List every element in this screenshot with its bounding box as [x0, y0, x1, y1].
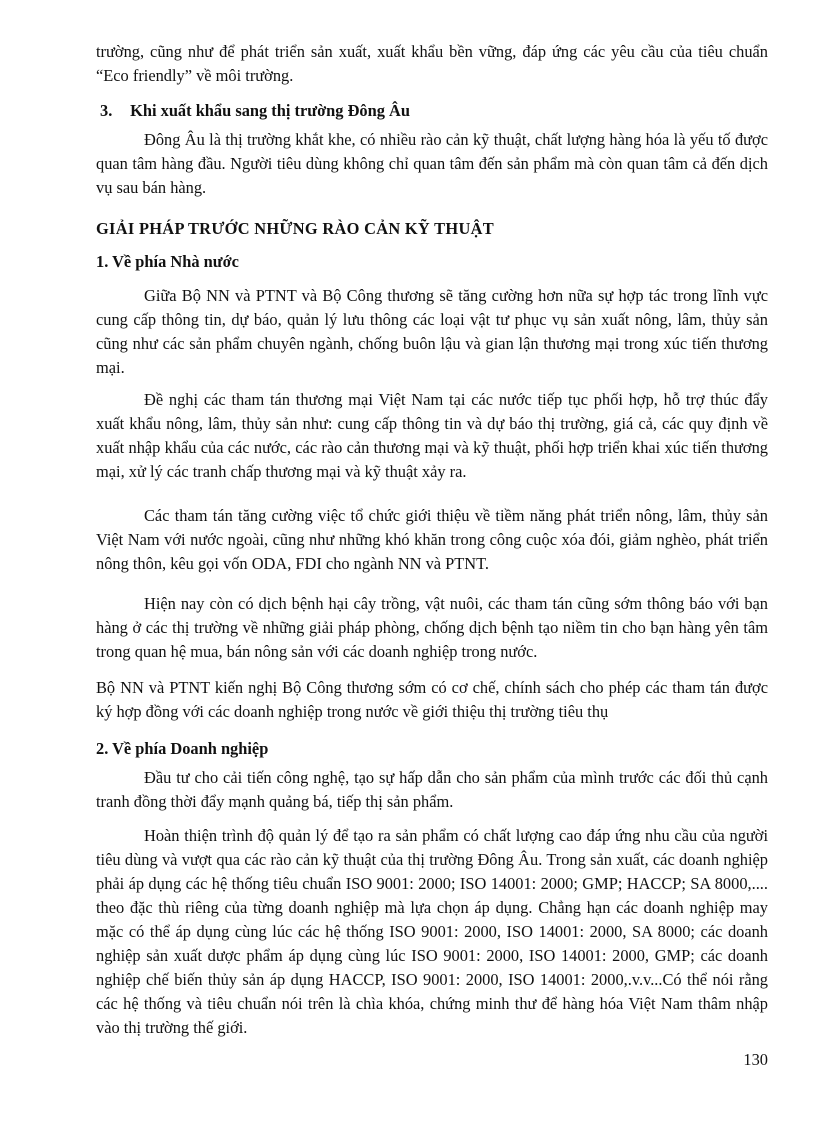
paragraph-potential-introduction: Các tham tán tăng cường việc tổ chức giới thiệu về tiềm năng phát triển nông, lâm, thủy sản Việt Nam với nước ngoài, cũng như những khó khăn trong công cuộc xóa đói, giảm nghèo, phát triển nông thôn, kêu gọi vốn ODA, FDI cho ngành NN và PTNT. — [96, 506, 768, 573]
paragraph-ministry-cooperation: Giữa Bộ NN và PTNT và Bộ Công thương sẽ tăng cường hơn nữa sự hợp tác trong lĩnh vực cung cấp thông tin, dự báo, quản lý lưu thông các loại vật tư phục vụ sản xuất nông, lâm, thủy sản cũng như các sản phẩm chuyên ngành, chống buôn lậu và gian lận thương mại trong xúc tiến thương mại. — [96, 286, 768, 377]
paragraph-intro-continuation: trường, cũng như để phát triển sản xuất, xuất khẩu bền vững, đáp ứng các yêu cầu của tiêu chuẩn “Eco friendly” về môi trường. — [96, 42, 768, 85]
paragraph-management-standards: Hoàn thiện trình độ quản lý để tạo ra sản phẩm có chất lượng cao đáp ứng nhu cầu của người tiêu dùng và vượt qua các rào cản kỹ thuật của thị trường Đông Âu. Trong sản xuất, các doanh nghiệp phải áp dụng các hệ thống tiêu chuẩn ISO 9001: 2000; ISO 14001: 2000; GMP; HACCP; SA 8000,.... theo đặc thù riêng của từng doanh nghiệp mà lựa chọn áp dụng. Chẳng hạn các doanh nghiệp may mặc có thể áp dụng cùng lúc các hệ thống ISO 9001: 2000, ISO 14001: 2000, SA 8000; các doanh nghiệp sản xuất dược phẩm áp dụng cùng lúc ISO 9001: 2000, ISO 14001: 2000, GMP; các doanh nghiệp chế biến thủy sản áp dụng HACCP, ISO 9001: 2000, ISO 14001: 2000,.v.v...Có thể nói rằng các hệ thống và tiêu chuẩn nói trên là chìa khóa, chứng minh thư để hàng hóa Việt Nam thâm nhập vào thị trường thế giới. — [96, 826, 768, 1037]
paragraph-technology-investment: Đầu tư cho cải tiến công nghệ, tạo sự hấp dẫn cho sản phẩm của mình trước các đối thủ cạnh tranh đồng thời đẩy mạnh quảng bá, tiếp thị sản phẩm. — [96, 768, 768, 811]
paragraph-ministry-proposal: Bộ NN và PTNT kiến nghị Bộ Công thương sớm có cơ chế, chính sách cho phép các tham tán được ký hợp đồng với các doanh nghiệp trong nước về giới thiệu thị trường tiêu thụ — [96, 678, 768, 721]
main-heading: GIẢI PHÁP TRƯỚC NHỮNG RÀO CẢN KỸ THUẬT — [96, 219, 494, 238]
section-3-heading — [100, 100, 410, 122]
paragraph-trade-counsellors: Đề nghị các tham tán thương mại Việt Nam tại các nước tiếp tục phối hợp, hỗ trợ thúc đẩy xuất khẩu nông, lâm, thủy sản như: cung cấp thông tin và dự báo thị trường, giá cả, các quy định về xuất nhập khẩu của các nước, các rào cản thương mại và kỹ thuật, phối hợp triển khai xúc tiến thương mại, xử lý các tranh chấp thương mại và kỹ thuật xảy ra. — [96, 390, 768, 481]
paragraph-disease-notice: Hiện nay còn có dịch bệnh hại cây trồng, vật nuôi, các tham tán cũng sớm thông báo với bạn hàng ở các thị trường về những giải pháp phòng, chống dịch bệnh tạo niềm tin cho bạn hàng yên tâm trong quan hệ mua, bán nông sản với các doanh nghiệp trong nước. — [96, 594, 768, 661]
section-3-title: Khi xuất khẩu sang thị trường Đông Âu — [130, 101, 410, 120]
paragraph-eastern-europe-market: Đông Âu là thị trường khắt khe, có nhiều rào cản kỹ thuật, chất lượng hàng hóa là yếu tố được quan tâm hàng đầu. Người tiêu dùng không chỉ quan tâm đến sản phẩm mà còn quan tâm cả đến dịch vụ sau bán hàng. — [96, 130, 768, 197]
subheading-state: 1. Về phía Nhà nước — [96, 252, 239, 271]
page-number: 130 — [743, 1050, 768, 1069]
subheading-enterprise: 2. Về phía Doanh nghiệp — [96, 739, 269, 758]
section-3-number: 3. — [100, 101, 113, 120]
